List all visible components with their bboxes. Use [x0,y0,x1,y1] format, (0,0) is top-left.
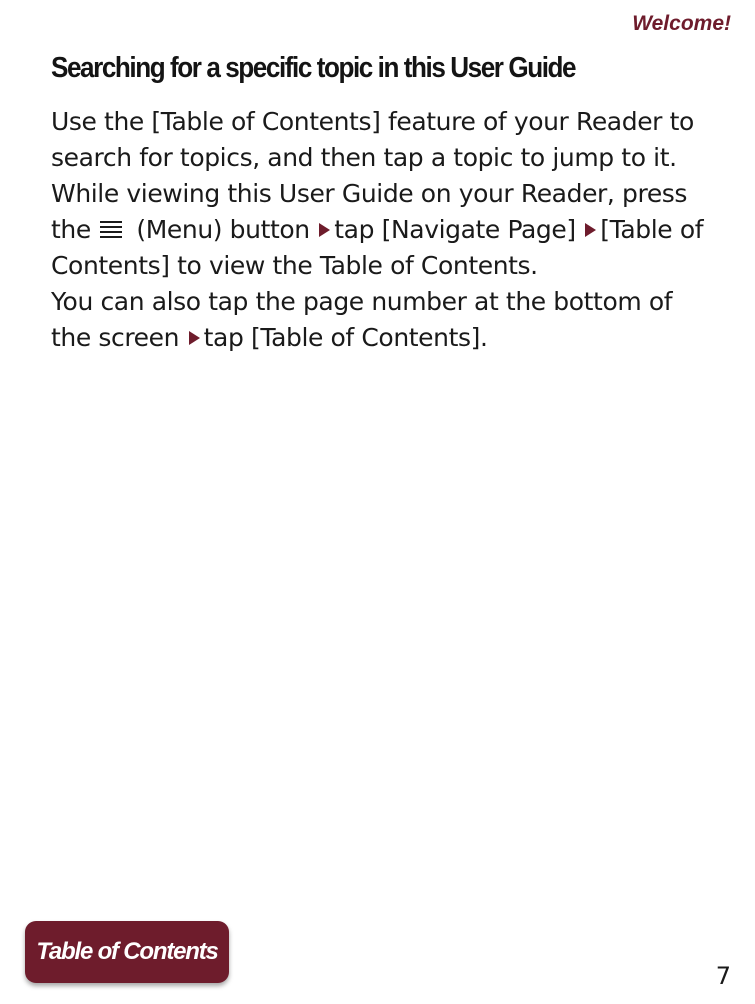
paragraph-3-text-2: tap [Table of Contents]. [203,323,488,352]
paragraph-3-text-1: You can also tap the page number at the bottom of the screen [51,287,673,352]
body-text [51,104,711,356]
paragraph-1: Use the [Table of Contents] feature of your Reader to search for topics, and then tap a topic to jump to it. [51,107,694,172]
section-label: Welcome! [632,12,731,35]
page-title: Searching for a specific topic in this User Guide [51,52,576,84]
paragraph-2-text-2: (Menu) button [136,215,310,244]
paragraph-2 [51,176,711,284]
menu-icon [100,221,122,239]
table-of-contents-button[interactable]: Table of Contents [25,921,229,983]
paragraph-2-text-4: [Table of Contents] to view the Table of Contents. [51,215,704,280]
page-number[interactable]: 7 [715,962,731,990]
paragraph-3 [51,284,711,356]
arrow-right-icon [189,331,200,345]
paragraph-2-text-1: While viewing this User Guide on your Reader, press the [51,179,688,244]
arrow-right-icon [319,223,330,237]
arrow-right-icon [585,223,596,237]
paragraph-2-text-3: tap [Navigate Page] [334,215,576,244]
